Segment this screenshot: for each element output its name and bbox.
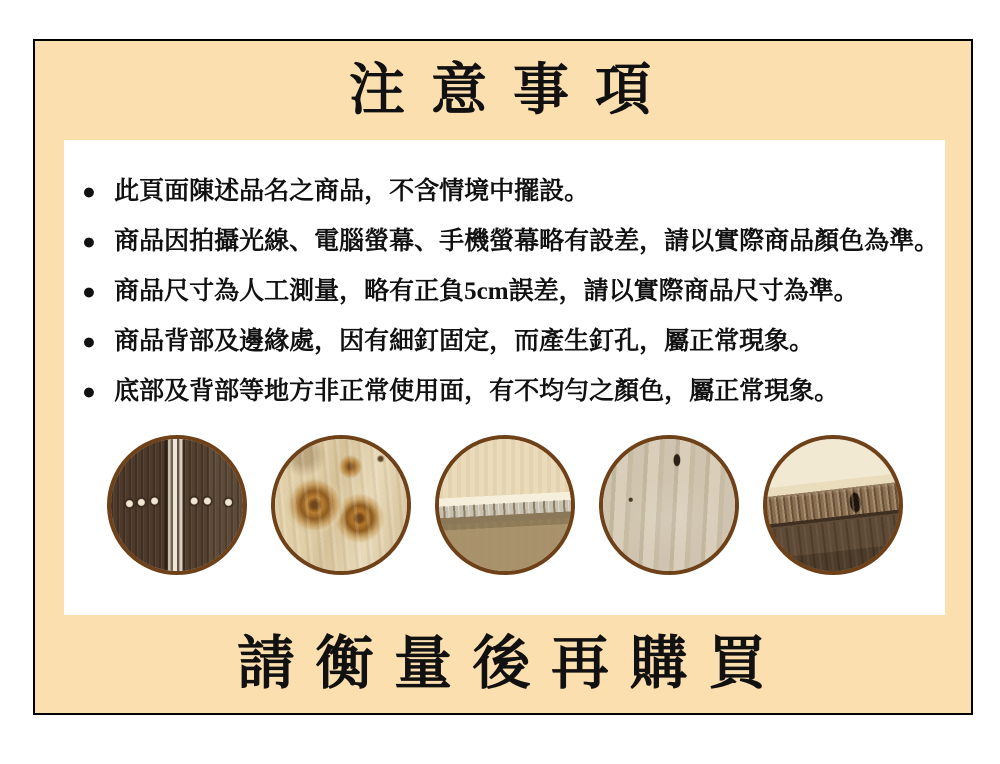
bullet-icon: ● — [82, 229, 96, 254]
notice-text: 商品因拍攝光線、電腦螢幕、手機螢幕略有設差，請以實際商品顏色為準。 — [114, 228, 940, 255]
notice-text: 底部及背部等地方非正常使用面，有不均勻之顏色，屬正常現象。 — [114, 378, 840, 405]
notice-text: 商品尺寸為人工測量，略有正負5cm誤差，請以實際商品尺寸為準。 — [114, 278, 859, 305]
wood-photo-board-edge-layers — [763, 435, 903, 575]
notice-item — [82, 267, 945, 317]
notice-item — [82, 317, 945, 367]
page-title: 注 意 事 項 — [349, 59, 657, 122]
bullet-icon: ● — [82, 279, 96, 304]
footer — [35, 615, 971, 713]
header — [35, 41, 971, 140]
notice-text: 此頁面陳述品名之商品，不含情境中擺設。 — [114, 178, 590, 205]
notice-text: 商品背部及邊緣處，因有細釘固定，而產生釘孔，屬正常現象。 — [114, 328, 815, 355]
notice-item — [82, 217, 945, 267]
notice-panel — [33, 39, 973, 715]
footer-title: 請 衡 量 後 再 購 買 — [236, 631, 769, 696]
notice-box — [64, 140, 945, 615]
notice-item — [82, 167, 945, 217]
wood-photo-pale-grain — [599, 435, 739, 575]
wood-texture — [111, 439, 243, 571]
photo-row — [64, 435, 945, 575]
bullet-icon: ● — [82, 379, 96, 404]
notice-list — [64, 140, 945, 417]
particle-core-speckle — [435, 499, 575, 519]
wood-photo-shelf-edge — [435, 435, 575, 575]
bullet-icon: ● — [82, 329, 96, 354]
bullet-icon: ● — [82, 179, 96, 204]
wood-texture — [275, 439, 407, 571]
wood-photo-nail-holes — [107, 435, 247, 575]
wood-photo-pine-knots — [271, 435, 411, 575]
wood-texture — [603, 439, 735, 571]
notice-item — [82, 367, 945, 417]
shelf-edge-band — [435, 435, 575, 575]
board-edge-band — [763, 435, 903, 575]
